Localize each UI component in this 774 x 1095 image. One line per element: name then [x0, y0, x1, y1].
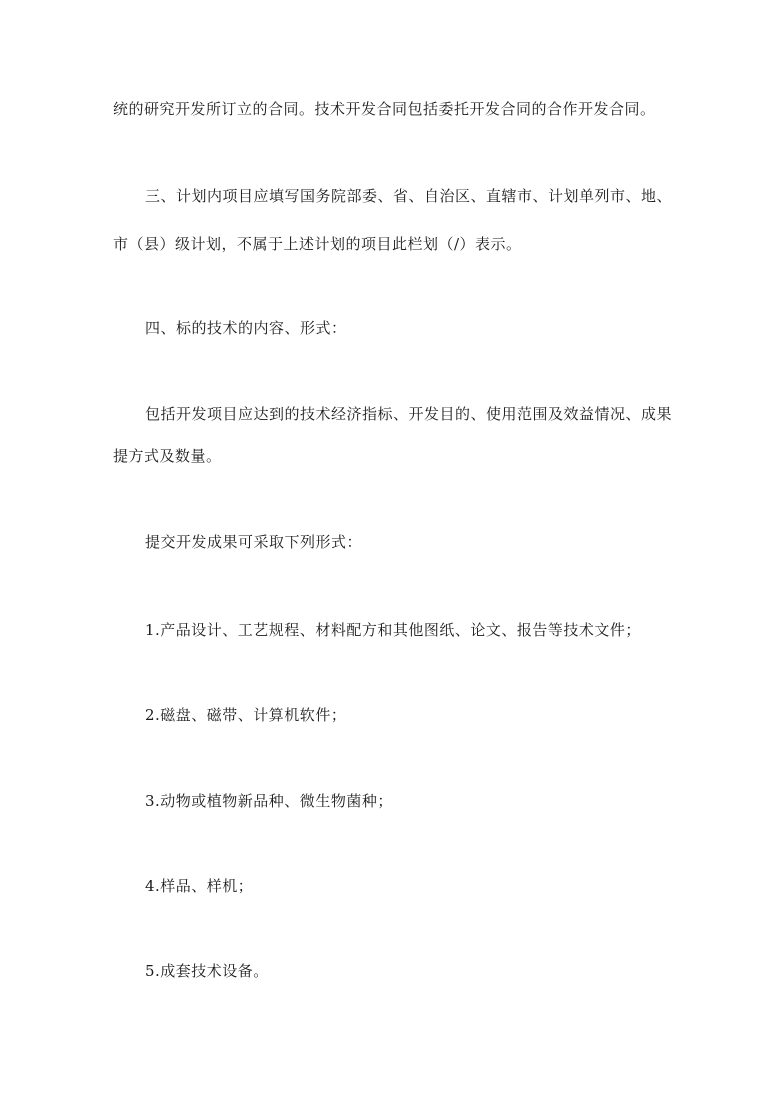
paragraph-line: 市（县）级计划，不属于上述计划的项目此栏划（/）表示。 — [113, 235, 522, 253]
list-item: 1.产品设计、工艺规程、材料配方和其他图纸、论文、报告等技术文件； — [145, 621, 641, 639]
list-item: 5.成套技术设备。 — [145, 962, 269, 980]
paragraph-line: 统的研究开发所订立的合同。技术开发合同包括委托开发合同的合作开发合同。 — [113, 100, 656, 118]
paragraph-line: 三、计划内项目应填写国务院部委、省、自治区、直辖市、计划单列市、地、 — [145, 187, 673, 205]
list-item: 2.磁盘、磁带、计算机软件； — [145, 706, 347, 724]
paragraph-line: 包括开发项目应达到的技术经济指标、开发目的、使用范围及效益情况、成果 — [145, 405, 673, 423]
list-item: 3.动物或植物新品种、微生物菌种； — [145, 792, 393, 810]
paragraph-line: 提交开发成果可采取下列形式： — [145, 533, 363, 551]
section-heading: 四、标的技术的内容、形式： — [145, 319, 347, 337]
list-item: 4.样品、样机； — [145, 877, 254, 895]
paragraph-line: 提方式及数量。 — [113, 447, 222, 465]
